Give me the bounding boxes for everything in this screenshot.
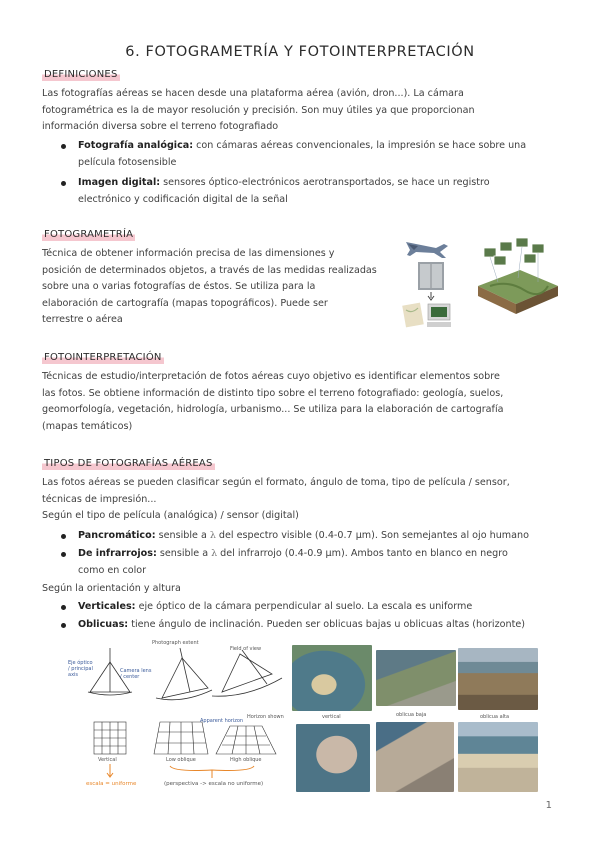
caption-oblicua-baja: oblicua baja [396,712,427,718]
airplane-icon [406,242,448,258]
low-oblique-grid-icon [154,722,208,754]
page-number: 1 [545,800,552,811]
fotogrametria-text [42,246,402,329]
fotogrametria-line: sobre una o varias fotografías de éstos. Se utiliza para la [42,281,316,292]
heading-fotointerpretacion: FOTOINTERPRETACIÓN [44,352,162,363]
bullet-oblicuas [78,617,548,634]
definiciones-line-2: fotogramétrica es la de mayor resolución y precisión. Son muy útiles ya que proporcionan [42,104,475,116]
bullet-pancromatico [78,528,548,545]
fotointerpretacion-line: (mapas temáticos) [42,420,133,432]
vertical-grid-icon [94,722,126,754]
photo-vertical-city [296,724,370,792]
heading-fotogrametria: FOTOGRAMETRÍA [44,229,134,240]
bullet-term: Pancromático: [78,530,156,541]
caption-oblicua-alta: oblicua alta [480,714,510,720]
fotointerpretacion-line: Técnicas de estudio/interpretación de fotos aéreas cuyo objetivo es identificar elementos sobre [42,371,500,382]
label-low-oblique: Low oblique [166,757,196,763]
fotogrametria-line: terrestre o aérea [42,314,123,325]
fotogrametria-line: posición de determinados objetos, a través de las medidas realizadas [42,264,377,276]
bullet-term: Oblicuas: [78,619,129,630]
lambda-symbol: λ [209,530,216,541]
photo-oblicua-coast [458,722,538,792]
computer-icon [427,304,451,327]
tipos-subheading-pelicula: Según el tipo de película (analógica) / sensor (digital) [42,510,299,521]
tipos-line-1: Las fotos aéreas se pueden clasificar según el formato, ángulo de toma, tipo de película / sensor, [42,477,510,488]
bullet-text: sensible a [156,548,209,559]
note-uniforme: escala = uniforme [86,781,137,787]
label-apparent: Apparent horizon [200,718,244,724]
photo-vertical [292,645,372,711]
bullet-term: Imagen digital: [78,177,161,188]
film-icon [418,262,444,290]
bullet-text: sensores óptico-electrónicos aerotransportados, se hace un registro [160,177,490,188]
photogrammetry-illustration [398,234,563,334]
definiciones-intro [42,86,552,136]
bullet-infrarrojos [78,546,548,579]
label-horizon: Horizon shown [247,714,284,720]
definiciones-line-1: Las fotografías aéreas se hacen desde una plataforma aérea (avión, dron...). La cámara [42,88,464,99]
map-icon [402,303,424,328]
bullet-term: Fotografía analógica: [78,140,194,151]
high-oblique-cone-icon [212,650,282,696]
bullet-imagen-digital [78,175,548,208]
photo-oblicua-alta [458,648,538,710]
fotointerpretacion-text [42,369,552,435]
fotointerpretacion-line: las fotos. Se obtiene información de distinto tipo sobre el terreno fotografiado: geología, suelos, [42,387,504,399]
bullet-text-cont: como en color [78,564,147,576]
bullet-text: sensible a [155,530,207,541]
photo-oblicua-baja [376,650,456,706]
lambda-symbol: λ [211,548,218,559]
definiciones-line-3: información diversa sobre el terreno fotografiado [42,121,279,132]
fotogrametria-line: Técnica de obtener información precisa de las dimensiones y [42,248,335,259]
low-oblique-cone-icon [156,648,212,700]
bullet-text: con cámaras aéreas convencionales, la impresión se hace sobre una [193,140,527,151]
terrain-block-icon [478,238,558,314]
label-principal: Photograph extent [152,640,199,646]
page-title: 6. FOTOGRAMETRÍA Y FOTOINTERPRETACIÓN [125,44,475,60]
bullet-text: tiene ángulo de inclinación. Pueden ser oblicuas bajas u oblicuas altas (horizonte) [128,619,525,630]
tipos-intro [42,475,552,525]
bullet-verticales [78,599,548,616]
orientation-diagram [62,640,287,795]
label-eje-optico: Eje óptico / principal axis [68,660,93,678]
tipos-line-2: técnicas de impresión... [42,493,157,505]
label-vertical: Vertical [98,757,117,763]
note-perspectiva: (perspectiva -> escala no uniforme) [164,781,264,787]
tipos-subheading-orientacion: Según la orientación y altura [42,583,181,594]
label-camera: Camera lens / center [120,668,152,680]
bullet-text: del infrarrojo (0.4-0.9 μm). Ambos tanto en blanco en negro [220,548,508,559]
bullet-term: De infrarrojos: [78,548,157,559]
bullet-term: Verticales: [78,601,136,612]
label-field: Field of view [230,646,262,652]
fotogrametria-line: elaboración de cartografía (mapas topográficos). Puede ser [42,297,328,309]
bullet-text-cont: electrónico y codificación digital de la señal [78,193,288,205]
bullet-text: eje óptico de la cámara perpendicular al suelo. La escala es uniforme [135,601,473,612]
bullet-text-cont: película fotosensible [78,156,177,168]
fotointerpretacion-line: geomorfología, vegetación, hidrología, urbanismo... Se utiliza para la elaboración de cartografía [42,404,504,415]
bullet-fotografia-analogica [78,138,548,171]
photo-oblicua-city [376,722,454,792]
high-oblique-grid-icon [216,726,276,754]
label-high-oblique: High oblique [230,757,262,763]
heading-tipos: TIPOS DE FOTOGRAFÍAS AÉREAS [44,458,213,469]
heading-definiciones: DEFINICIONES [44,69,118,80]
caption-vertical: vertical [322,714,341,720]
bullet-text: del espectro visible (0.4-0.7 μm). Son semejantes al ojo humano [218,530,529,541]
